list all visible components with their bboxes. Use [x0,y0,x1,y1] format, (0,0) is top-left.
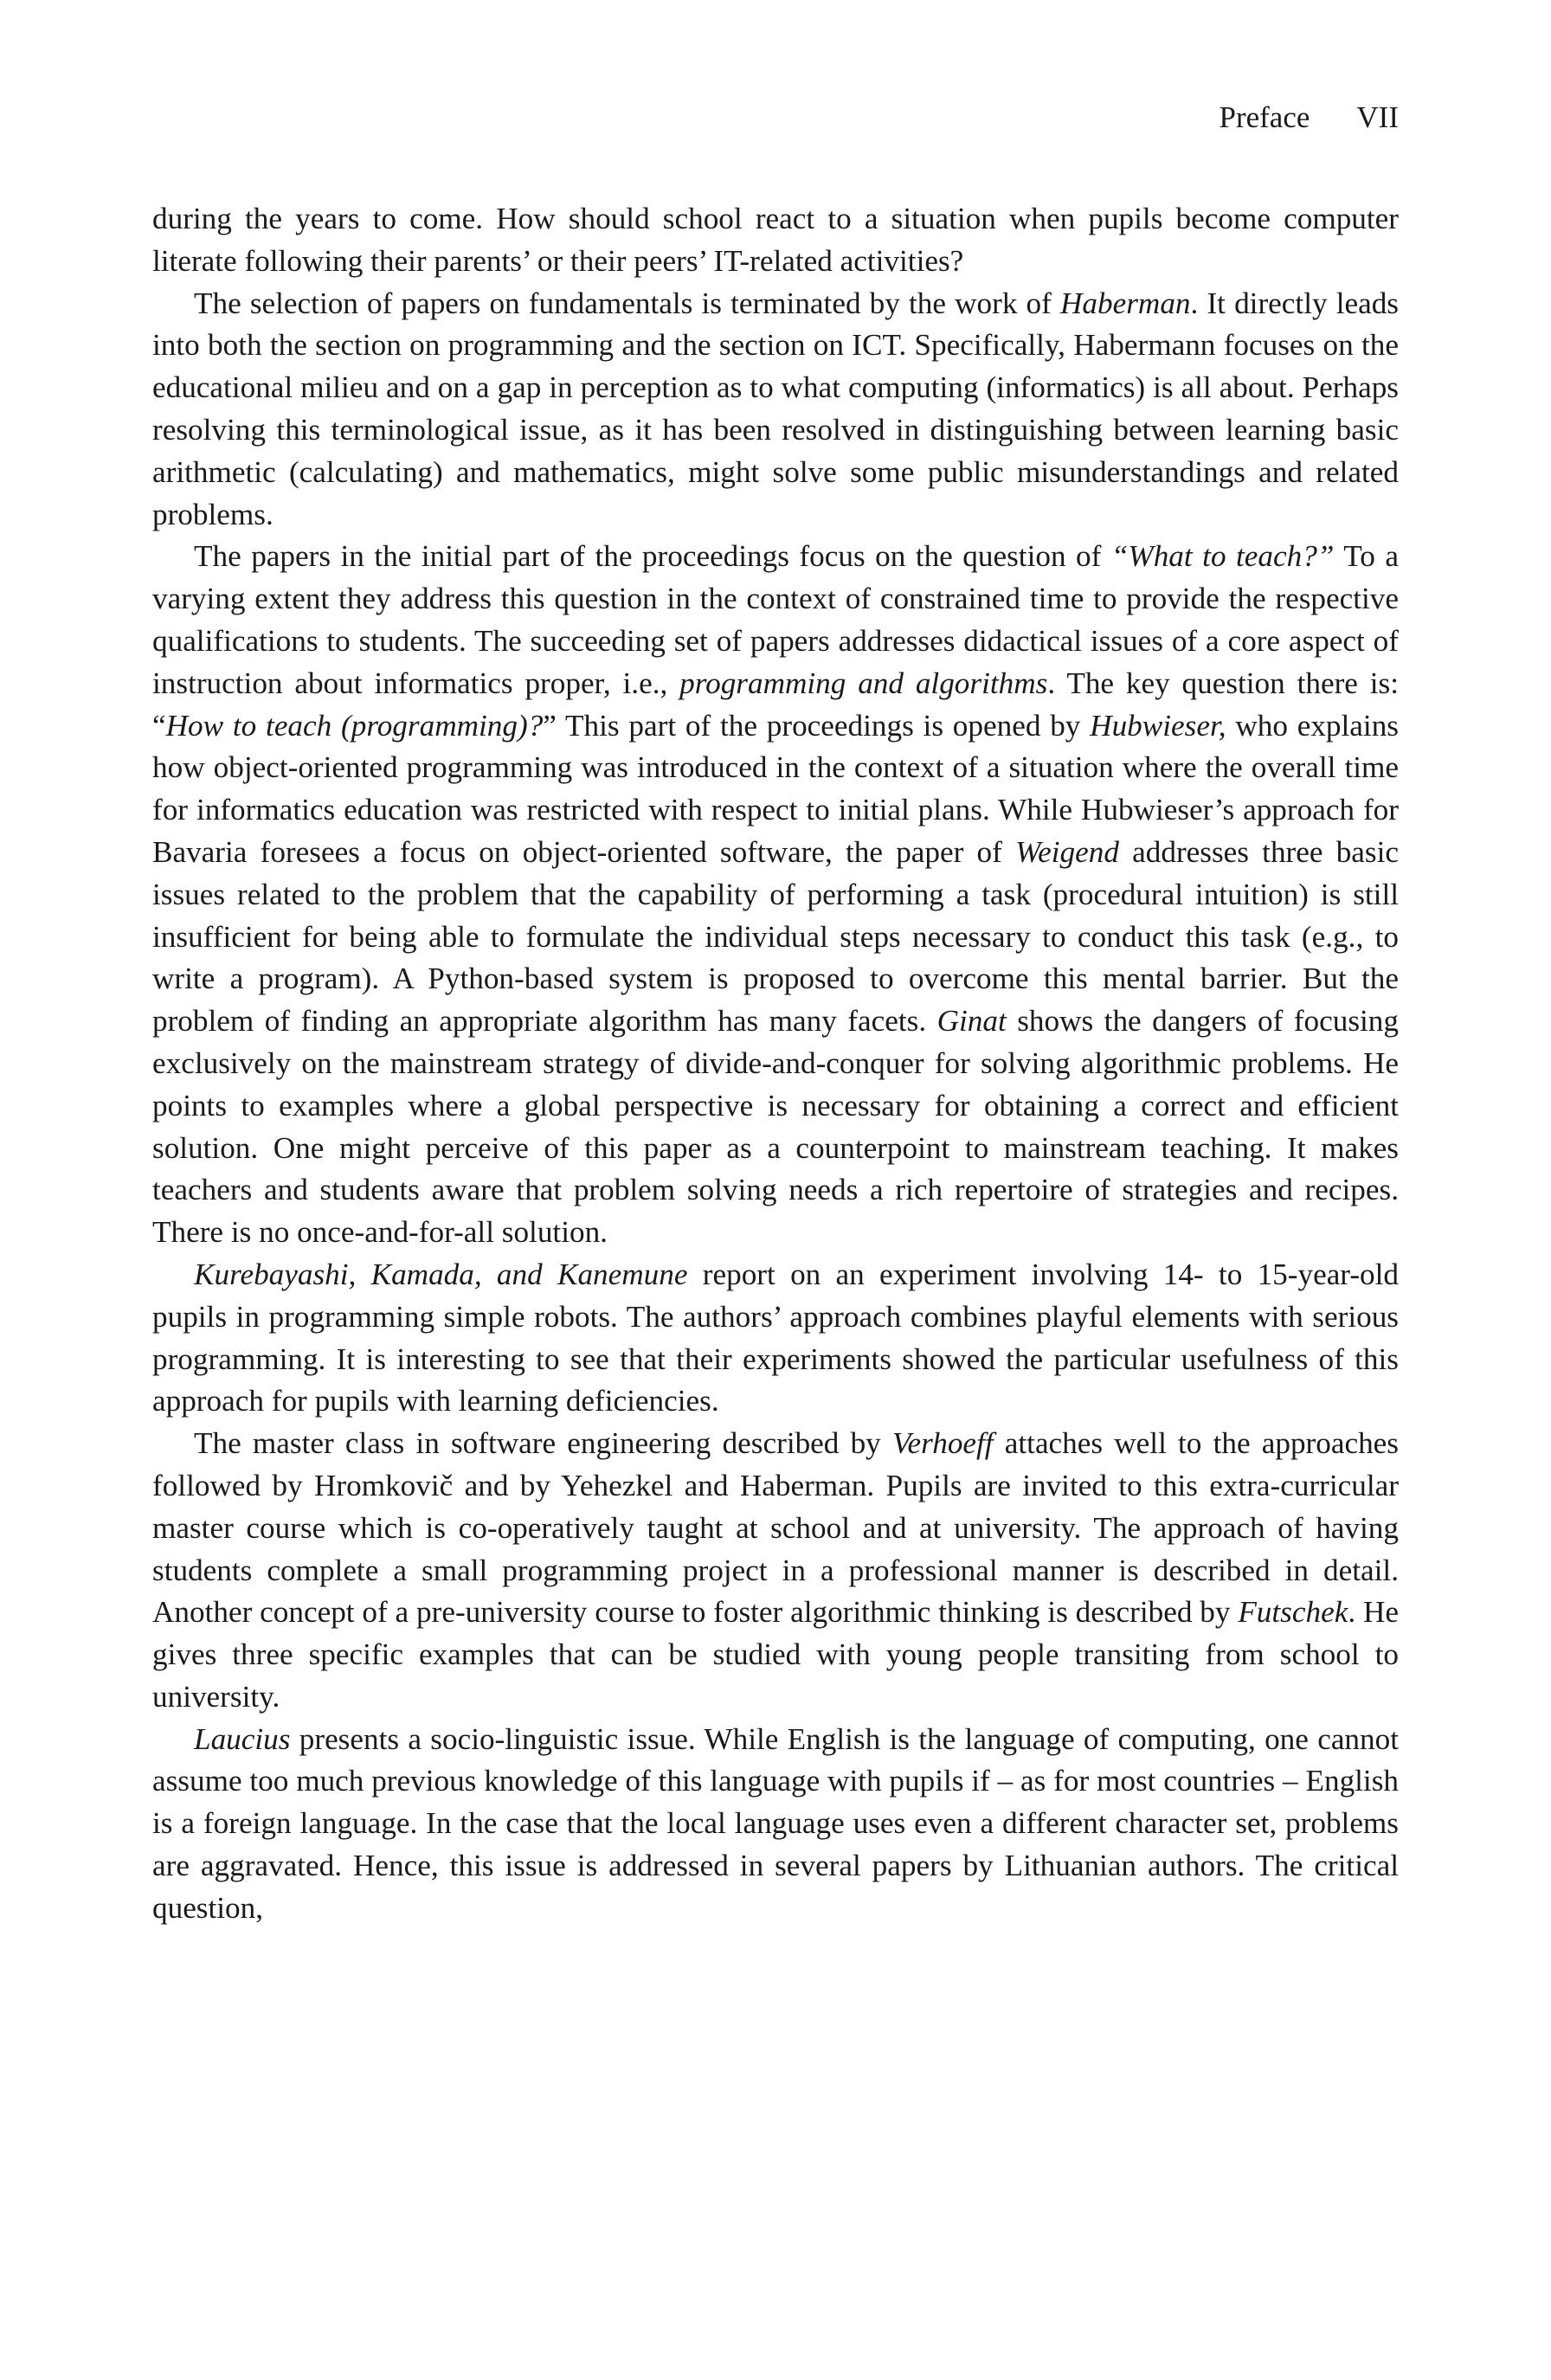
running-head [1219,102,1399,132]
italic-text-run: Futschek [1238,1595,1348,1630]
italic-text-run: How to teach (programming)? [165,708,544,743]
paragraph [152,283,1399,537]
text-run: The papers in the initial part of the proceedings focus on the question of [194,539,1111,574]
text-run: addresses three basic issues related to the problem that the capability of performing a task (procedural intuition) is still insufficient for being able to formulate the individual steps necessary to conduct this task (e.g., to write a program). A Python-based system is proposed to overcome this mental barrier. But the problem of finding an appropriate algorithm has many facets. [152,834,1399,1039]
page-number: VII [1356,100,1399,134]
paragraph [152,1254,1399,1423]
text-run: ” This part of the proceedings is opened by [543,708,1091,743]
italic-text-run: Weigend [1015,834,1119,869]
italic-text-run: “What to teach?” [1110,539,1335,574]
italic-text-run: programming and algorithms [679,666,1048,700]
italic-text-run: Verhoeff [891,1426,994,1461]
paragraph [152,1719,1399,1930]
paragraph [152,198,1399,283]
text-run: who explains how object-oriented programming was introduced in the context of a situation where the overall time for informatics education was restricted with respect to initial plans. While Hubwieser’s approach for Bavaria foresees a focus on object-oriented software, the paper of [152,708,1399,869]
text-run: The master class in software engineering described by [194,1426,892,1461]
text-run: report on an experiment involving 14- to 15-year-old pupils in programming simple robots. The authors’ approach combines playful elements with serious programming. It is interesting to see that their experiments showed the particular usefulness of this approach for pupils with learning deficiencies. [152,1257,1400,1418]
text-run: . It directly leads into both the section on programming and the section on ICT. Specifically, Habermann focuses on the educational milieu and on a gap in perception as to what computing (informatics) is all about. Perhaps resolving this terminological issue, as it has been resolved in distinguishing between learning basic arithmetic (calculating) and mathematics, might solve some public misunderstandings and related problems. [152,286,1399,531]
body-text [152,198,1399,1930]
italic-text-run: Kurebayashi, Kamada, and Kanemune [194,1257,688,1291]
running-head-title: Preface [1219,100,1310,134]
text-run: shows the dangers of focusing exclusively on the mainstream strategy of divide-and-conquer for solving algorithmic problems. He points to examples where a global perspective is necessary for obtaining a correct and efficient solution. One might perceive of this paper as a counterpoint to mainstream teaching. It makes teachers and students aware that problem solving needs a rich repertoire of strategies and recipes. There is no once-and-for-all solution. [152,1004,1399,1250]
text-run: The selection of papers on fundamentals is terminated by the work of [194,286,1061,320]
text-run: presents a socio-linguistic issue. While English is the language of computing, one cannot assume too much previous knowledge of this language with pupils if – as for most countries – English is a foreign language. In the case that the local language uses even a different character set, problems are aggravated. Hence, this issue is addressed in several papers by Lithuanian authors. The critical question, [152,1721,1399,1925]
text-run: during the years to come. How should school react to a situation when pupils become computer literate following their parents’ or their peers’ IT-related activities? [152,202,1399,278]
italic-text-run: Ginat [936,1004,1007,1039]
italic-text-run: Laucius [194,1721,291,1756]
text-run: To a varying extent they address this question in the context of constrained time to provide the respective qualifications to students. The succeeding set of papers addresses didactical issues of a core aspect of instruction about informatics proper, i.e., [152,539,1399,700]
text-run: attaches well to the approaches followed by Hromkovič and by Yehezkel and Haberman. Pupils are invited to this extra-curricular master course which is co-operatively taught at school and at university. The approach of having students complete a small programming project in a professional manner is described in detail. Another concept of a pre-university course to foster algorithmic thinking is described by [152,1426,1399,1630]
italic-text-run: Haberman [1060,286,1191,320]
text-run: . He gives three specific examples that can be studied with young people transiting from school to university. [152,1595,1399,1714]
paragraph [152,1423,1399,1719]
italic-text-run: Hubwieser, [1090,708,1226,743]
paragraph [152,536,1399,1254]
text-run: . The key question there is: “ [152,666,1399,743]
